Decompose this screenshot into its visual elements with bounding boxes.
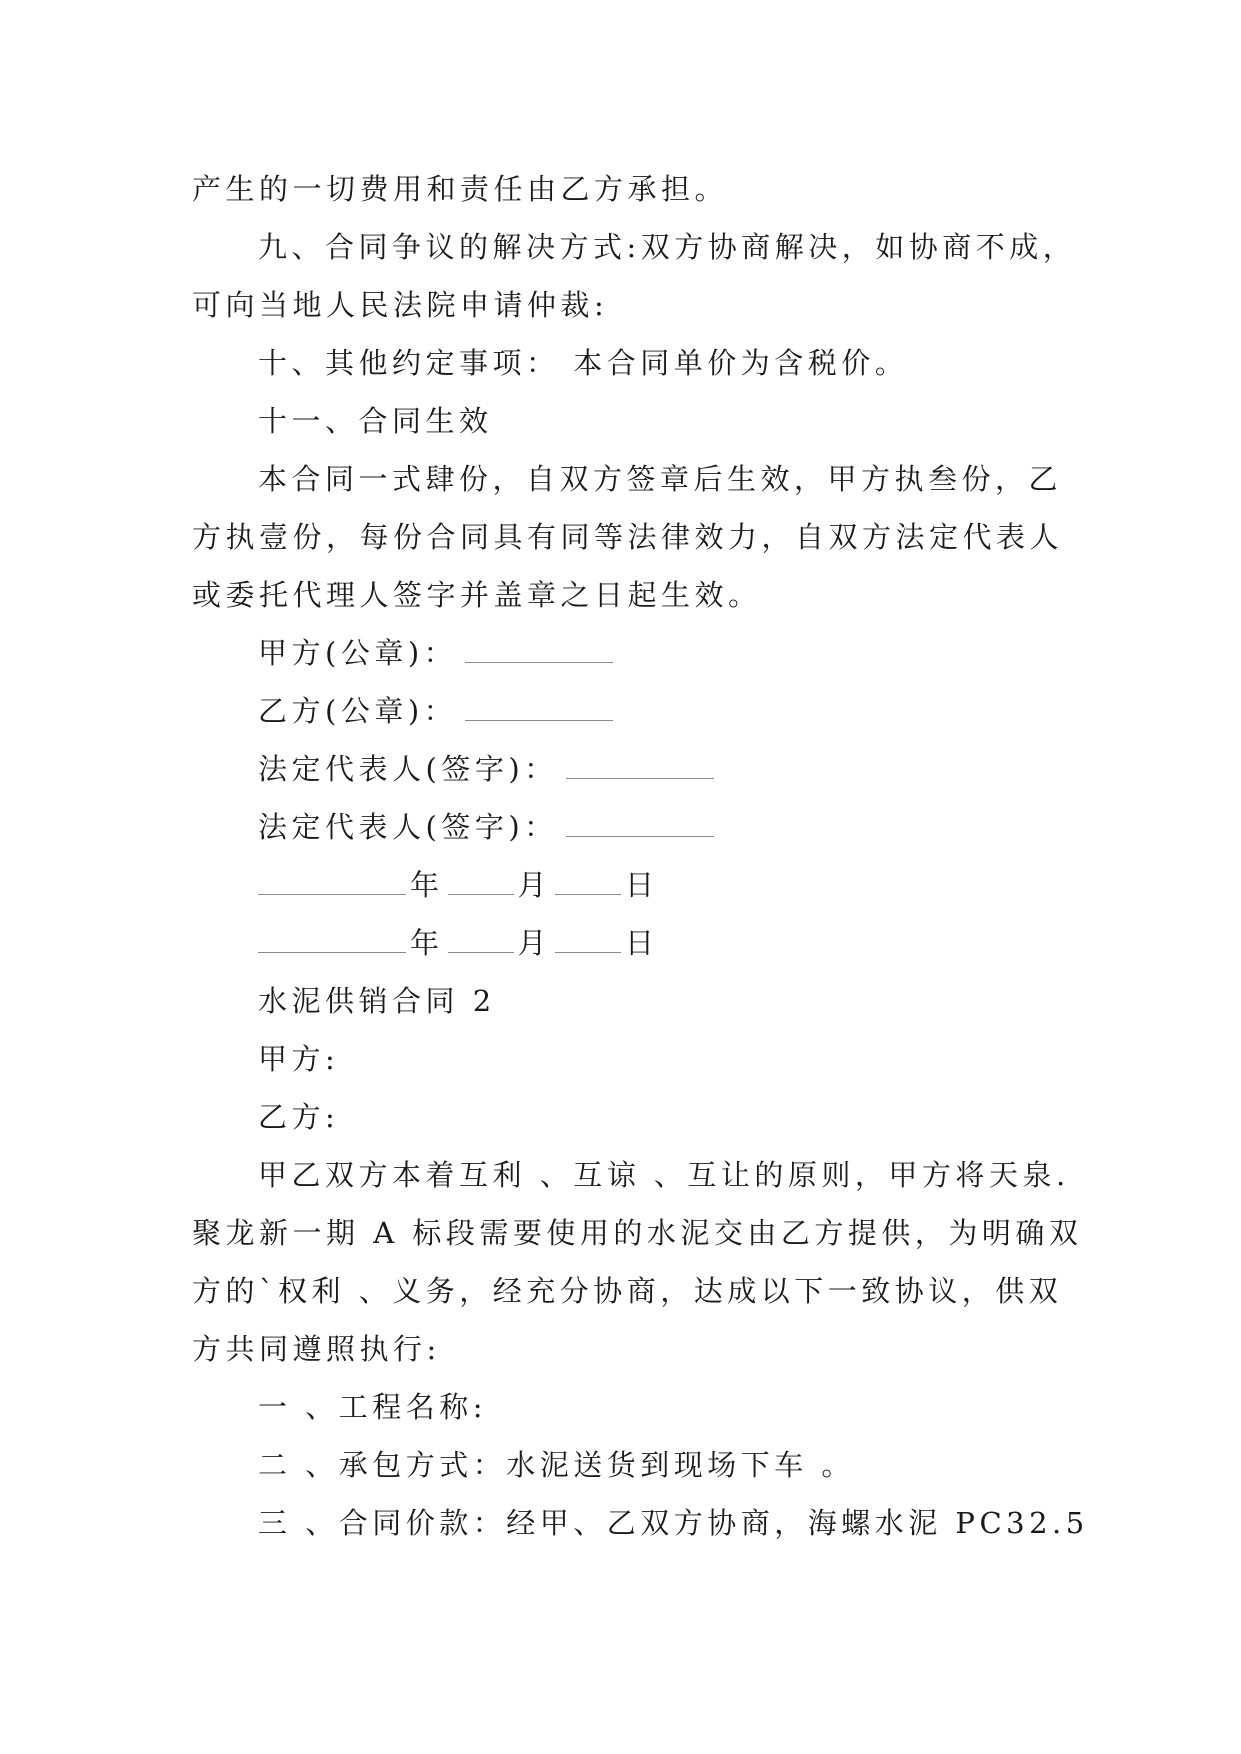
clause-two: 二 、承包方式：水泥送货到现场下车 。 — [258, 1448, 855, 1482]
year-label: 年 — [410, 868, 444, 902]
clause-nine: 九、合同争议的解决方式:双方协商解决，如协商不成， — [258, 230, 1077, 264]
clause-one: 一 、工程名称: — [258, 1390, 487, 1424]
legal-rep-blank-1[interactable] — [566, 760, 714, 779]
year-blank-1[interactable] — [258, 876, 406, 895]
contract-2-title: 水泥供销合同 2 — [258, 984, 496, 1018]
clause-ten: 十、其他约定事项： 本合同单价为含税价。 — [258, 346, 909, 380]
legal-rep-label-1: 法定代表人(签字)： — [258, 752, 558, 786]
document-body — [192, 160, 1089, 1552]
text-line: 本合同一式肆份，自双方签章后生效，甲方执叁份，乙 — [258, 462, 1063, 496]
legal-rep-blank-2[interactable] — [566, 818, 714, 837]
month-blank-1[interactable] — [448, 876, 514, 895]
text-line: 产生的一切费用和责任由乙方承担。 — [192, 172, 729, 206]
party-a-seal-blank[interactable] — [465, 644, 613, 663]
legal-rep-line-2 — [192, 798, 1062, 856]
date-line-2 — [192, 914, 1062, 972]
party-a-line: 甲方: — [258, 1042, 340, 1076]
party-b-seal-blank[interactable] — [465, 702, 613, 721]
intro-line: 聚龙新一期 A 标段需要使用的水泥交由乙方提供，为明确双 — [192, 1216, 1083, 1250]
year-blank-2[interactable] — [258, 934, 406, 953]
legal-rep-line-1 — [192, 740, 1062, 798]
date-line-1 — [192, 856, 1062, 914]
month-label: 月 — [517, 926, 552, 960]
month-label: 月 — [517, 868, 552, 902]
party-b-seal-label: 乙方(公章)： — [258, 694, 458, 728]
clause-eleven-heading: 十一、合同生效 — [258, 404, 493, 438]
day-label: 日 — [625, 868, 659, 902]
intro-line: 方的`权利 、义务，经充分协商，达成以下一致协议，供双 — [192, 1274, 1063, 1308]
day-label: 日 — [625, 926, 659, 960]
party-a-seal-line — [192, 624, 1062, 682]
day-blank-1[interactable] — [555, 876, 621, 895]
intro-line: 甲乙双方本着互利 、互谅 、互让的原则，甲方将天泉. — [258, 1158, 1070, 1192]
intro-line: 方共同遵照执行: — [192, 1332, 441, 1366]
legal-rep-label-2: 法定代表人(签字)： — [258, 810, 558, 844]
text-line: 可向当地人民法院申请仲裁: — [192, 288, 609, 322]
day-blank-2[interactable] — [555, 934, 621, 953]
party-a-seal-label: 甲方(公章)： — [258, 636, 458, 670]
clause-three: 三 、合同价款：经甲、乙双方协商，海螺水泥 PC32.5 — [258, 1506, 1089, 1540]
month-blank-2[interactable] — [448, 934, 514, 953]
text-line: 或委托代理人签字并盖章之日起生效。 — [192, 578, 762, 612]
party-b-seal-line — [192, 682, 1062, 740]
text-line: 方执壹份，每份合同具有同等法律效力，自双方法定代表人 — [192, 520, 1064, 554]
party-b-line: 乙方: — [258, 1100, 340, 1134]
year-label: 年 — [410, 926, 444, 960]
